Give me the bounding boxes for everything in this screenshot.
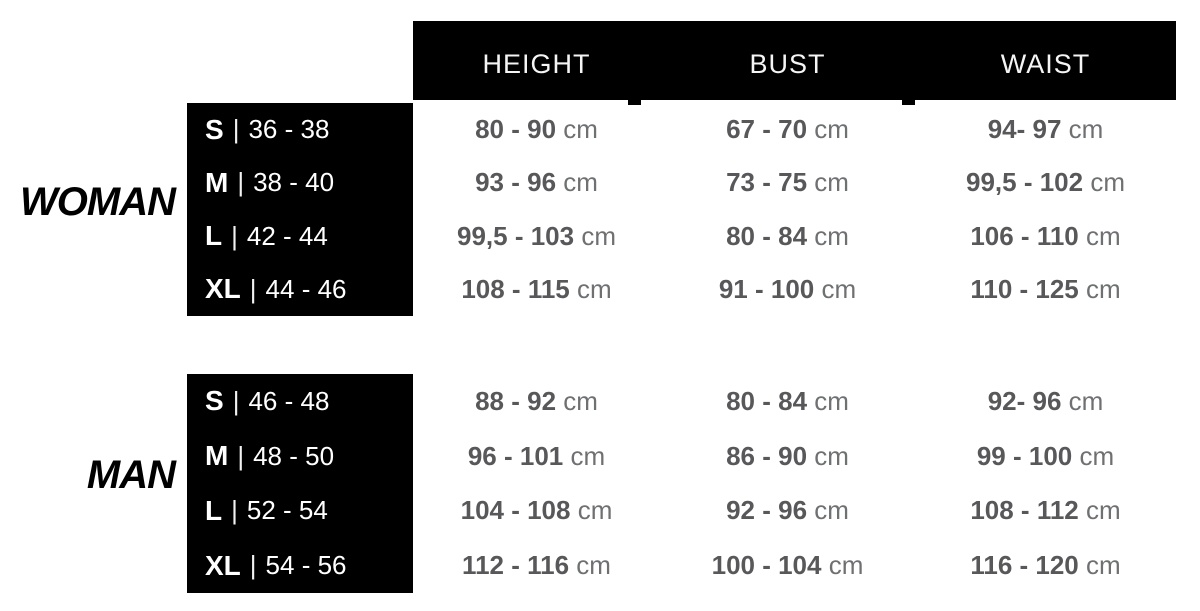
column-header-waist: WAIST bbox=[1000, 49, 1091, 79]
waist-value-cell bbox=[915, 156, 1176, 209]
size-cell bbox=[187, 538, 413, 593]
unit-label: cm bbox=[1061, 385, 1104, 416]
size-range: 42 - 44 bbox=[246, 220, 328, 251]
height-value-cell bbox=[413, 538, 660, 593]
height-value-cell bbox=[413, 374, 660, 429]
bust-value: 100 - 104 bbox=[711, 550, 822, 581]
height-value: 99,5 - 103 bbox=[457, 220, 575, 251]
waist-value-cell bbox=[915, 429, 1176, 484]
bust-value-cell bbox=[660, 103, 915, 156]
bust-value-cell bbox=[660, 263, 915, 316]
size-separator: | bbox=[249, 550, 257, 581]
column-header-bust: BUST bbox=[749, 49, 826, 79]
height-value-cell bbox=[413, 103, 660, 156]
height-value-cell bbox=[413, 429, 660, 484]
unit-label: cm bbox=[556, 385, 598, 416]
waist-value: 116 - 120 bbox=[970, 550, 1079, 581]
waist-value-cell bbox=[915, 538, 1176, 593]
group-label-man: MAN bbox=[86, 453, 175, 497]
unit-label: cm bbox=[563, 440, 606, 471]
size-separator: | bbox=[232, 385, 240, 416]
bust-value: 67 - 70 bbox=[726, 114, 808, 145]
size-table-section-woman bbox=[187, 103, 1176, 316]
unit-label: cm bbox=[814, 273, 857, 304]
height-value: 112 - 116 bbox=[462, 550, 570, 581]
bust-value: 86 - 90 bbox=[726, 440, 808, 471]
bust-value: 73 - 75 bbox=[726, 167, 808, 198]
size-label: XL bbox=[205, 549, 241, 581]
height-value-cell bbox=[413, 156, 660, 209]
size-label: L bbox=[205, 494, 223, 526]
unit-label: cm bbox=[570, 495, 613, 526]
size-cell bbox=[187, 156, 413, 209]
group-label-woman: WOMAN bbox=[20, 180, 175, 224]
size-range: 44 - 46 bbox=[265, 273, 347, 304]
waist-value: 108 - 112 bbox=[970, 495, 1079, 526]
waist-value: 110 - 125 bbox=[970, 273, 1079, 304]
height-value: 88 - 92 bbox=[475, 385, 557, 416]
unit-label: cm bbox=[807, 220, 849, 251]
size-range: 46 - 48 bbox=[248, 385, 330, 416]
size-separator: | bbox=[249, 273, 257, 304]
bust-value-cell bbox=[660, 538, 915, 593]
size-cell bbox=[187, 484, 413, 539]
unit-label: cm bbox=[1061, 114, 1104, 145]
waist-value: 106 - 110 bbox=[970, 220, 1079, 251]
waist-value-cell bbox=[915, 210, 1176, 263]
bust-value: 80 - 84 bbox=[726, 385, 808, 416]
height-value-cell bbox=[413, 263, 660, 316]
unit-label: cm bbox=[807, 114, 849, 145]
height-value: 96 - 101 bbox=[467, 440, 564, 471]
waist-value: 99,5 - 102 bbox=[966, 167, 1084, 198]
unit-label: cm bbox=[821, 550, 864, 581]
size-cell bbox=[187, 374, 413, 429]
size-cell bbox=[187, 210, 413, 263]
size-table-section-man bbox=[187, 374, 1176, 593]
size-label: S bbox=[205, 113, 224, 145]
size-separator: | bbox=[237, 167, 245, 198]
waist-value: 92- 96 bbox=[987, 385, 1062, 416]
column-header-height: HEIGHT bbox=[482, 49, 591, 79]
size-label: L bbox=[205, 220, 223, 252]
bust-value: 92 - 96 bbox=[726, 495, 808, 526]
unit-label: cm bbox=[569, 550, 611, 581]
size-range: 48 - 50 bbox=[253, 440, 335, 471]
unit-label: cm bbox=[807, 495, 849, 526]
waist-value-cell bbox=[915, 103, 1176, 156]
size-label: S bbox=[205, 385, 224, 417]
height-value-cell bbox=[413, 484, 660, 539]
height-value: 108 - 115 bbox=[461, 273, 570, 304]
unit-label: cm bbox=[574, 220, 616, 251]
waist-value: 94- 97 bbox=[987, 114, 1062, 145]
height-value-cell bbox=[413, 210, 660, 263]
bust-value-cell bbox=[660, 210, 915, 263]
unit-label: cm bbox=[1072, 440, 1115, 471]
size-label: M bbox=[205, 440, 229, 472]
height-value: 80 - 90 bbox=[475, 114, 557, 145]
size-range: 52 - 54 bbox=[246, 495, 328, 526]
bust-value-cell bbox=[660, 429, 915, 484]
size-cell bbox=[187, 103, 413, 156]
size-range: 36 - 38 bbox=[248, 114, 330, 145]
height-value: 93 - 96 bbox=[475, 167, 557, 198]
size-separator: | bbox=[231, 220, 238, 251]
bust-value: 91 - 100 bbox=[718, 273, 815, 304]
bust-value-cell bbox=[660, 374, 915, 429]
waist-value-cell bbox=[915, 263, 1176, 316]
unit-label: cm bbox=[1078, 220, 1121, 251]
size-cell bbox=[187, 429, 413, 484]
size-label: M bbox=[205, 166, 229, 198]
bust-value-cell bbox=[660, 484, 915, 539]
size-separator: | bbox=[237, 440, 245, 471]
waist-value-cell bbox=[915, 374, 1176, 429]
size-separator: | bbox=[232, 114, 240, 145]
waist-value: 99 - 100 bbox=[976, 440, 1073, 471]
unit-label: cm bbox=[807, 440, 849, 471]
size-range: 54 - 56 bbox=[265, 550, 347, 581]
unit-label: cm bbox=[569, 273, 612, 304]
bust-value-cell bbox=[660, 156, 915, 209]
size-separator: | bbox=[231, 495, 238, 526]
table-header bbox=[413, 21, 1176, 100]
bust-value: 80 - 84 bbox=[726, 220, 808, 251]
unit-label: cm bbox=[556, 167, 598, 198]
unit-label: cm bbox=[1083, 167, 1125, 198]
unit-label: cm bbox=[1078, 273, 1121, 304]
unit-label: cm bbox=[1078, 550, 1121, 581]
unit-label: cm bbox=[556, 114, 598, 145]
unit-label: cm bbox=[807, 167, 849, 198]
size-cell bbox=[187, 263, 413, 316]
height-value: 104 - 108 bbox=[460, 495, 571, 526]
unit-label: cm bbox=[1078, 495, 1121, 526]
size-label: XL bbox=[205, 273, 241, 305]
waist-value-cell bbox=[915, 484, 1176, 539]
size-range: 38 - 40 bbox=[253, 167, 335, 198]
unit-label: cm bbox=[807, 385, 849, 416]
